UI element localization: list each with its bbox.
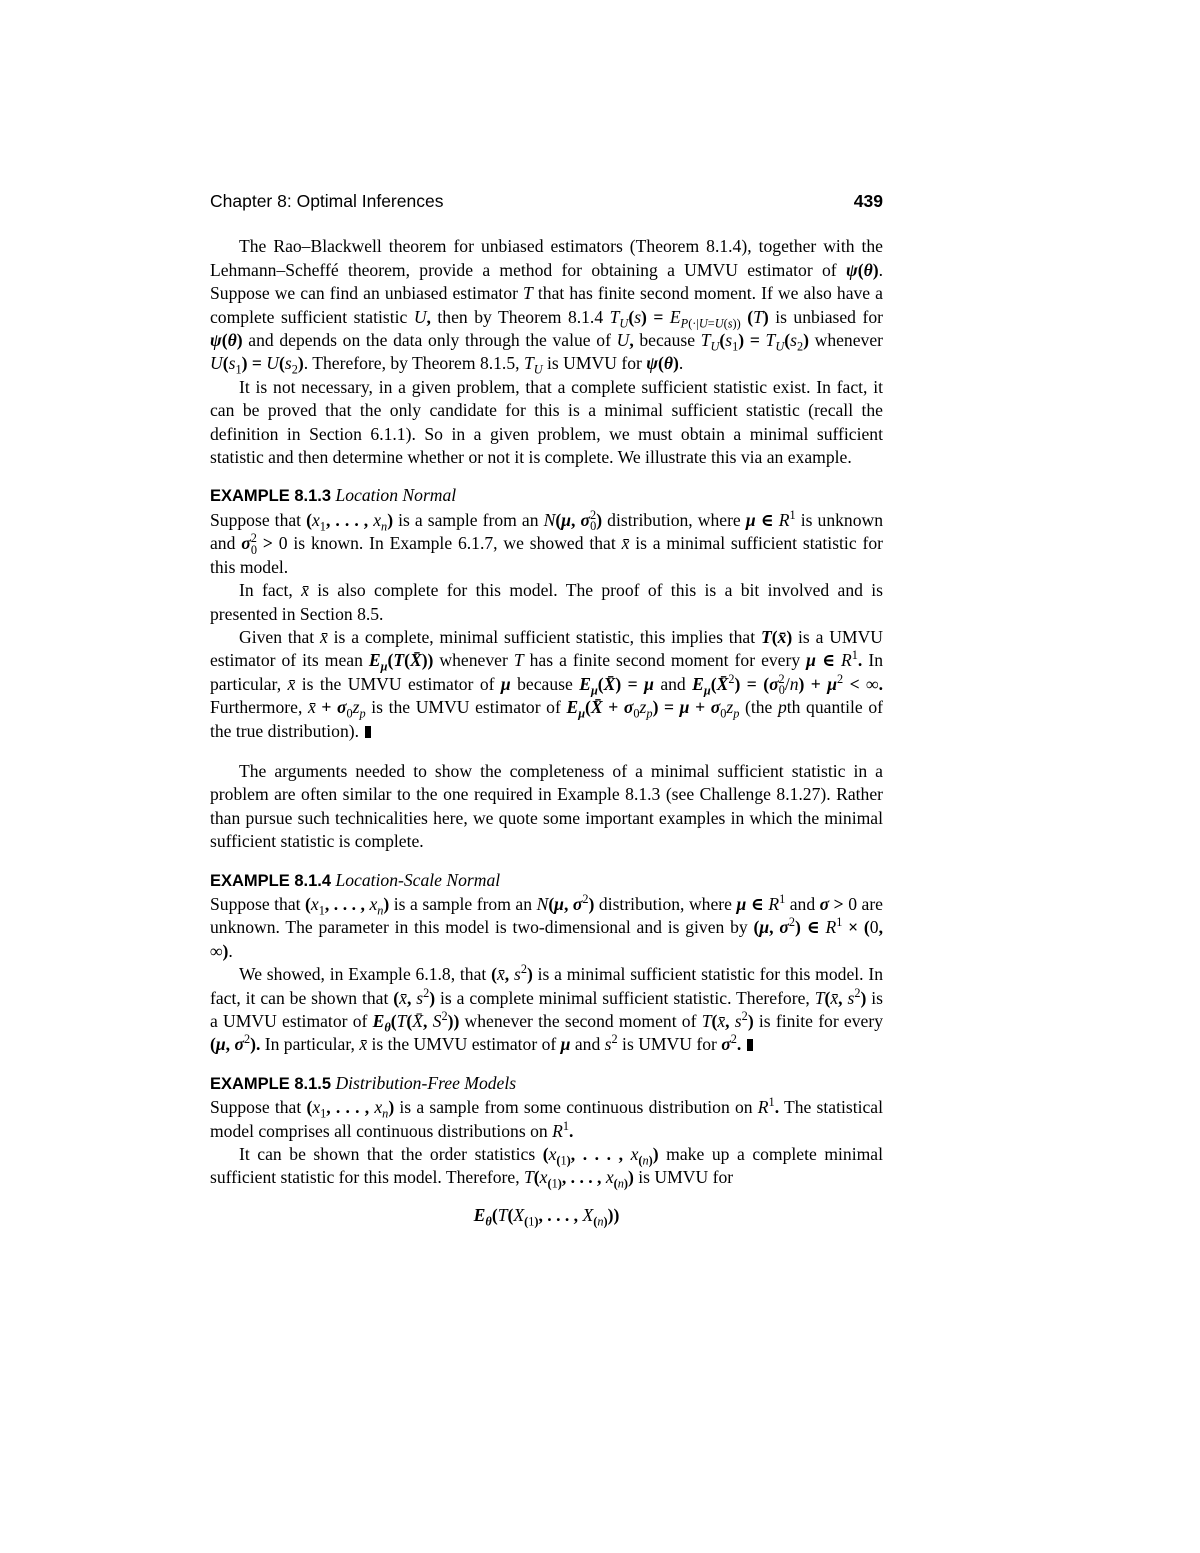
example-title: Location Normal xyxy=(335,485,457,506)
end-of-proof-mark xyxy=(365,726,371,738)
chapter-title: Chapter 8: Optimal Inferences xyxy=(210,191,444,211)
example-heading xyxy=(210,484,883,508)
paragraph: We showed, in Example 6.1.8, that (x̄, $s^2$) is a minimal sufficient statistic for this model. In fact, it can be shown that (x̄, $s^2$) is a complete minimal sufficient statistic. Therefore, T(x̄, $s^2$) is a UMVU estimator of $E_\theta(T(X̄$, $S^2$)) whenever the second moment of T(x̄, $s^2$) is finite for every (μ, $\sigma^2$). In particular, x̄ is the UMVU estimator of μ and $s^2$ is UMVU for $\sigma^2$. xyxy=(210,962,883,1055)
example-heading xyxy=(210,1072,883,1096)
paragraph: It can be shown that the order statistics ($x_{(1)}$, . . . , $x_{(n)}$) make up a complete minimal sufficient statistic for this model. Therefore, $T(x_{(1)}$, . . . , $x_{(n)}$) is UMVU for xyxy=(210,1144,883,1191)
paragraph: The Rao–Blackwell theorem for unbiased estimators (Theorem 8.1.4), together with the Lehmann–Scheffé theorem, provide a method for obtaining a UMVU estimator of ψ(θ). Suppose we can find an unbiased estimator T that has finite second moment. If we also have a complete sufficient statistic U, then by Theorem 8.1.4 $T_U(s) = E_{P(\cdot|U=U(s))}$ (T) is unbiased for ψ(θ) and depends on the data only through the value of U, because $T_U(s_1) = T_U(s_2)$ whenever $U(s_1) = U(s_2)$. Therefore, by Theorem 8.1.5, $T_U$ is UMVU for ψ(θ). xyxy=(210,236,883,377)
paragraph: Suppose that ($x_1$, . . . , $x_n$) is a sample from an N(μ, $\sigma^2$) distribution, where μ ∈ $R^1$ and σ > 0 are unknown. The parameter in this model is two-dimensional and is given by (μ, $\sigma^2$) ∈ $R^1 \times (0$, ∞). xyxy=(210,892,883,961)
running-header xyxy=(210,190,883,213)
example-title: Location-Scale Normal xyxy=(335,869,501,890)
example-label: EXAMPLE 8.1.4 xyxy=(210,871,332,890)
paragraph: Given that x̄ is a complete, minimal sufficient statistic, this implies that T(x̄) is a UMVU estimator of its mean $E_\mu(T(X̄))$ whenever T has a finite second moment for every μ ∈ $R^1$. In particular, x̄ is the UMVU estimator of μ because $E_\mu(X̄) = \mu$ and $E_\mu(X̄^2) = (\sigma^2_0/n) + \mu^2$ < ∞. Furthermore, x̄ + $\sigma_0z_p$ is the UMVU estimator of $E_\mu(X̄ + \sigma_0z_p) = \mu + \sigma_0z_p$ (the pth quantile of the true distribution). xyxy=(210,626,883,741)
example-heading xyxy=(210,869,883,893)
paragraph: In fact, x̄ is also complete for this model. The proof of this is a bit involved and is presented in Section 8.5. xyxy=(210,580,883,624)
paragraph: It is not necessary, in a given problem, that a complete sufficient statistic exist. In fact, it can be proved that the only candidate for this is a minimal sufficient statistic (recall the definition in Section 6.1.1). So in a given problem, we must obtain a minimal sufficient statistic and then determine whether or not it is complete. We illustrate this via an example. xyxy=(210,376,883,468)
page xyxy=(210,190,883,1227)
paragraph: The arguments needed to show the completeness of a minimal sufficient statistic in a problem are often similar to the one required in Example 8.1.3 (see Challenge 8.1.27). Rather than pursue such technicalities here, we quote some important examples in which the minimal sufficient statistic is complete. xyxy=(210,760,883,852)
display-equation: $E_\theta(T(X_{(1)}$, . . . , $X_{(n)}$)) xyxy=(473,1204,620,1229)
example-label: EXAMPLE 8.1.5 xyxy=(210,1074,332,1093)
page-number: 439 xyxy=(853,191,883,211)
example-label: EXAMPLE 8.1.3 xyxy=(210,487,332,506)
end-of-proof-mark xyxy=(747,1039,753,1051)
paragraph: Suppose that ($x_1$, . . . , $x_n$) is a sample from some continuous distribution on $R^1$. The statistical model comprises all continuous distributions on $R^1$. xyxy=(210,1095,884,1141)
example-title: Distribution-Free Models xyxy=(335,1072,517,1093)
paragraph: Suppose that ($x_1$, . . . , $x_n$) is a sample from an N(μ, $\sigma^2_0$) distribution, where μ ∈ $R^1$ is unknown and $\sigma^2_0 > 0$ is known. In Example 6.1.7, we showed that x̄ is a minimal sufficient statistic for this model. xyxy=(210,508,884,577)
